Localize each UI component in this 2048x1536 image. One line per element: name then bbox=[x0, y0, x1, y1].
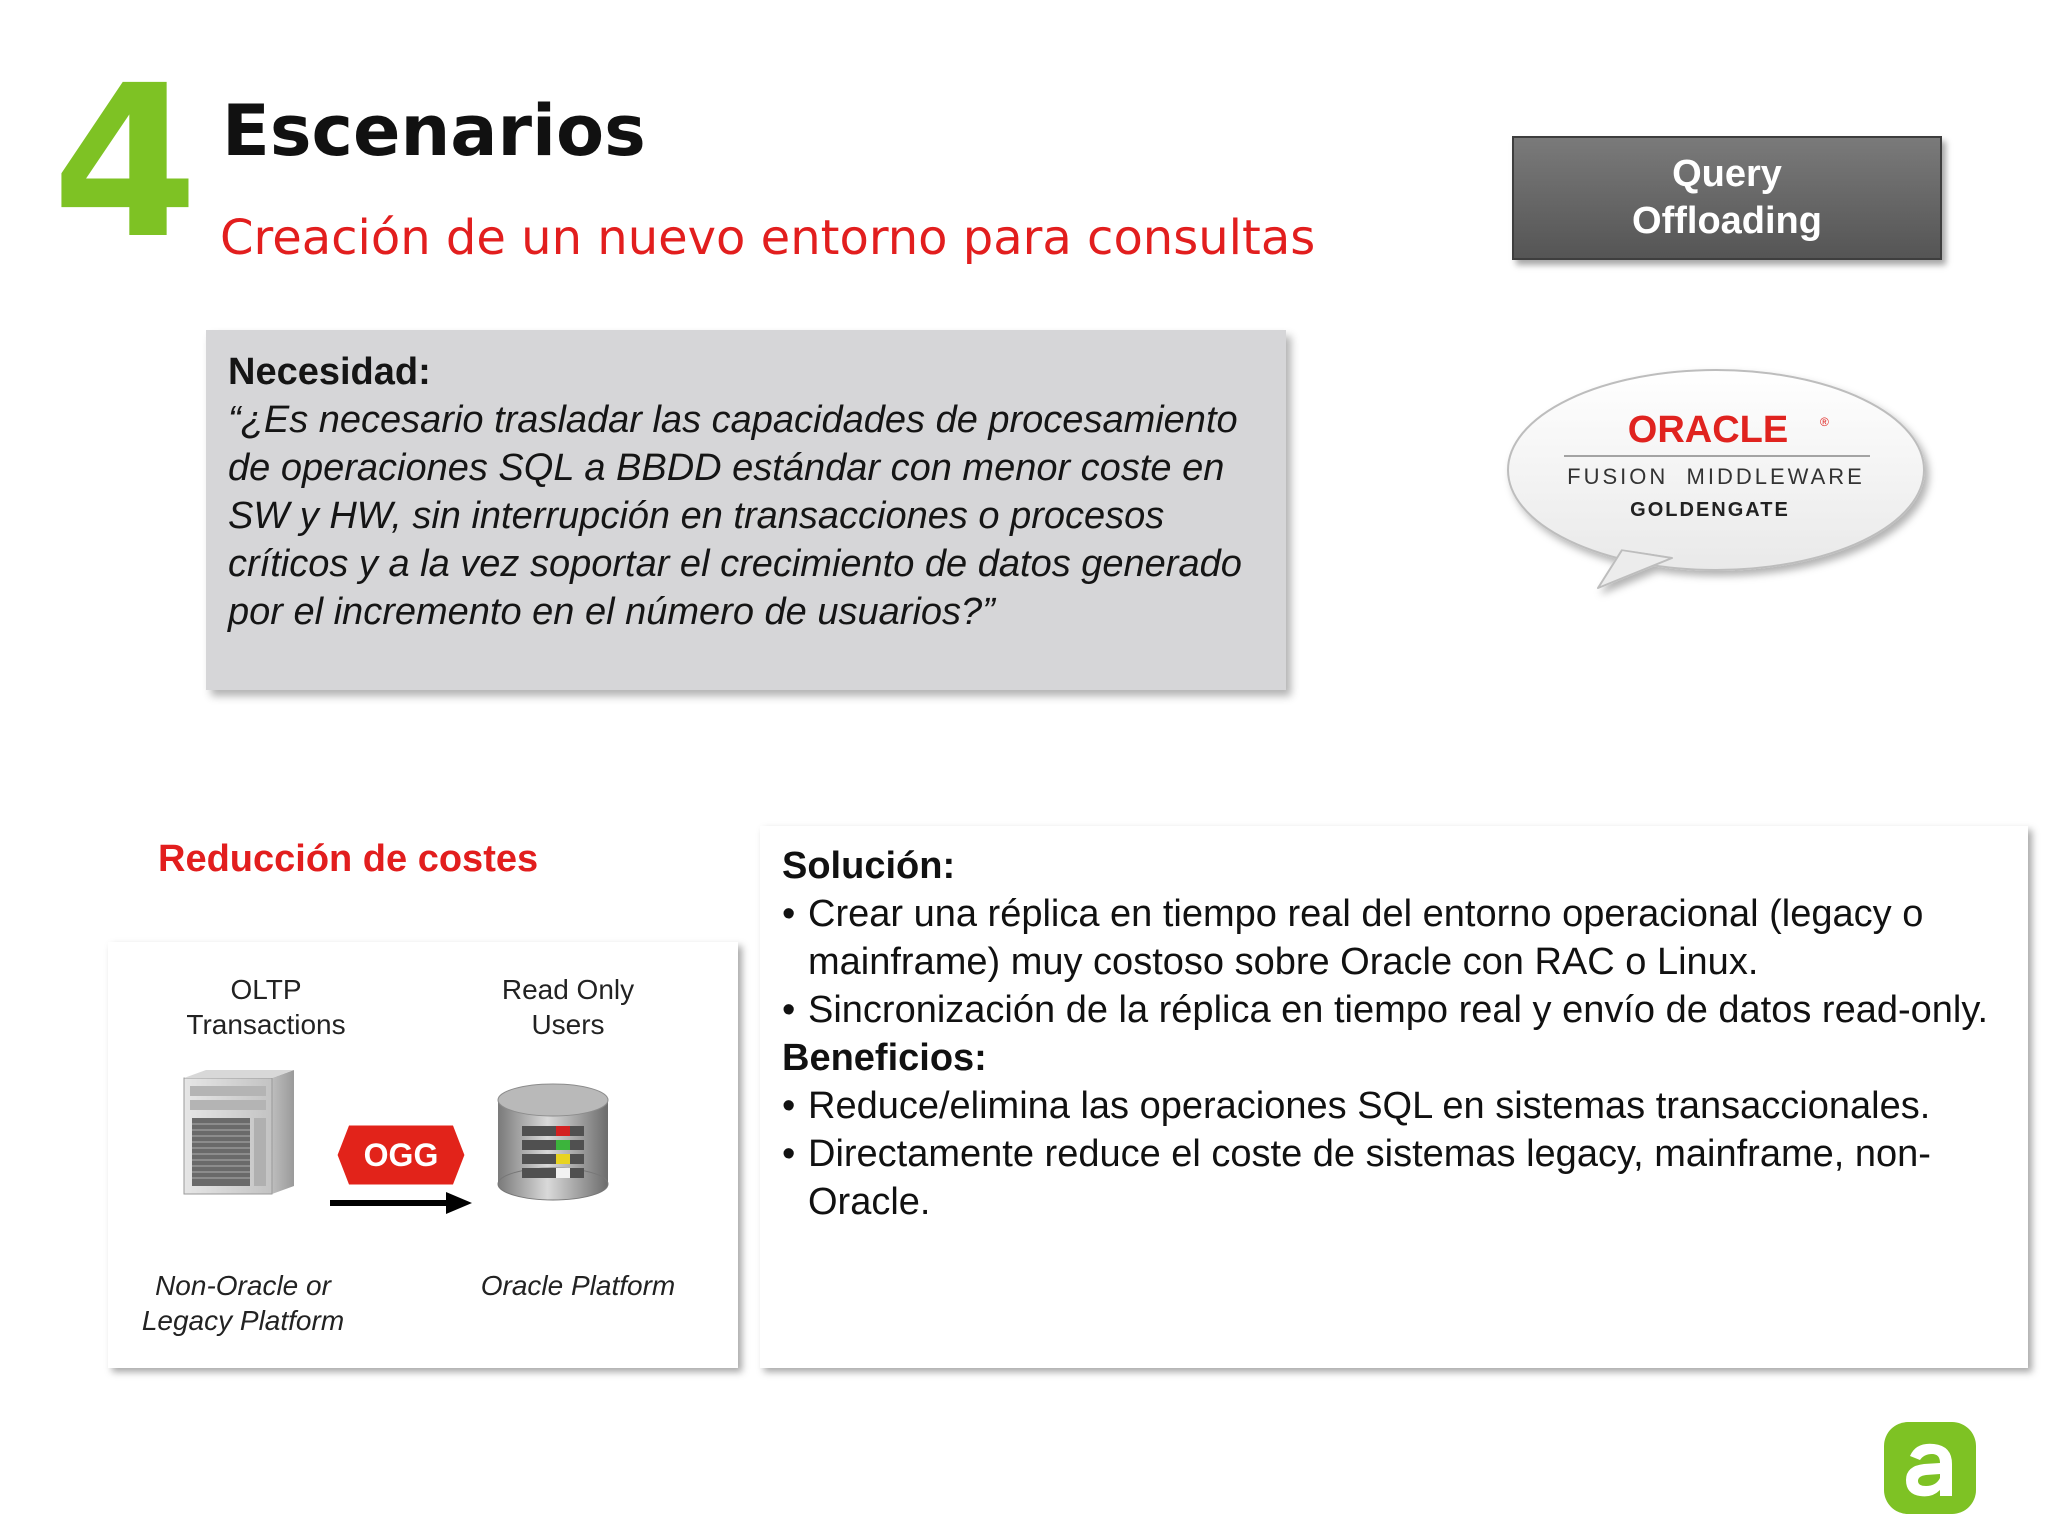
need-quote: “¿Es necesario trasladar las capacidades de procesamiento de operaciones SQL a BBDD estándar con menor coste en SW y HW, sin interrupción en transacciones o procesos críticos y a la vez soportar el crecimiento de datos generado por el incremento en el número de usuarios?” bbox=[228, 399, 1242, 633]
server-tower-icon bbox=[182, 1070, 312, 1196]
benefits-heading: Beneficios: bbox=[782, 1037, 987, 1079]
benefit-item: • Directamente reduce el coste de sistemas legacy, mainframe, non-Oracle. bbox=[782, 1130, 2006, 1226]
benefits-list bbox=[782, 1082, 2006, 1226]
need-box bbox=[206, 330, 1286, 690]
diagram-panel bbox=[108, 942, 738, 1368]
read-only-label: Read Only Users bbox=[501, 974, 635, 1040]
query-offloading-badge bbox=[1512, 136, 1942, 260]
oracle-brand-text: ORACLE bbox=[1627, 409, 1789, 451]
ogg-label: OGG bbox=[363, 1137, 439, 1173]
page-title: Escenarios bbox=[222, 90, 646, 172]
badge-line-2: Offloading bbox=[1632, 200, 1822, 242]
solution-item: • Sincronización de la réplica en tiempo real y envío de datos read-only. bbox=[782, 986, 2006, 1034]
ogg-label-shape bbox=[334, 1122, 468, 1188]
solution-item: • Crear una réplica en tiempo real del entorno operacional (legacy o mainframe) muy costoso sobre Oracle con RAC o Linux. bbox=[782, 890, 2006, 986]
company-a-logo bbox=[1880, 1418, 1980, 1518]
oltp-label: OLTP Transactions bbox=[186, 974, 346, 1040]
solution-panel bbox=[760, 826, 2028, 1368]
section-number: 4 bbox=[52, 40, 195, 285]
oracle-registered-mark: ® bbox=[1820, 415, 1829, 429]
benefit-item: • Reduce/elimina las operaciones SQL en sistemas transaccionales. bbox=[782, 1082, 2006, 1130]
goldengate-text: GOLDENGATE bbox=[1630, 499, 1790, 521]
need-label: Necesidad: bbox=[228, 351, 431, 393]
fusion-middleware-text: FUSION MIDDLEWARE bbox=[1567, 464, 1865, 489]
solution-heading: Solución: bbox=[782, 845, 956, 887]
legacy-platform-label: Non-Oracle or Legacy Platform bbox=[141, 1270, 345, 1336]
database-cylinder-icon bbox=[494, 1080, 612, 1206]
page-subtitle: Creación de un nuevo entorno para consultas bbox=[220, 210, 1316, 266]
oracle-goldengate-bubble bbox=[1502, 362, 1942, 602]
cost-reduction-heading: Reducción de costes bbox=[158, 838, 539, 880]
arrow-right-icon bbox=[326, 1190, 476, 1216]
badge-line-1: Query bbox=[1672, 152, 1782, 195]
solution-list bbox=[782, 890, 2006, 1034]
oracle-platform-label: Oracle Platform bbox=[480, 1270, 676, 1301]
